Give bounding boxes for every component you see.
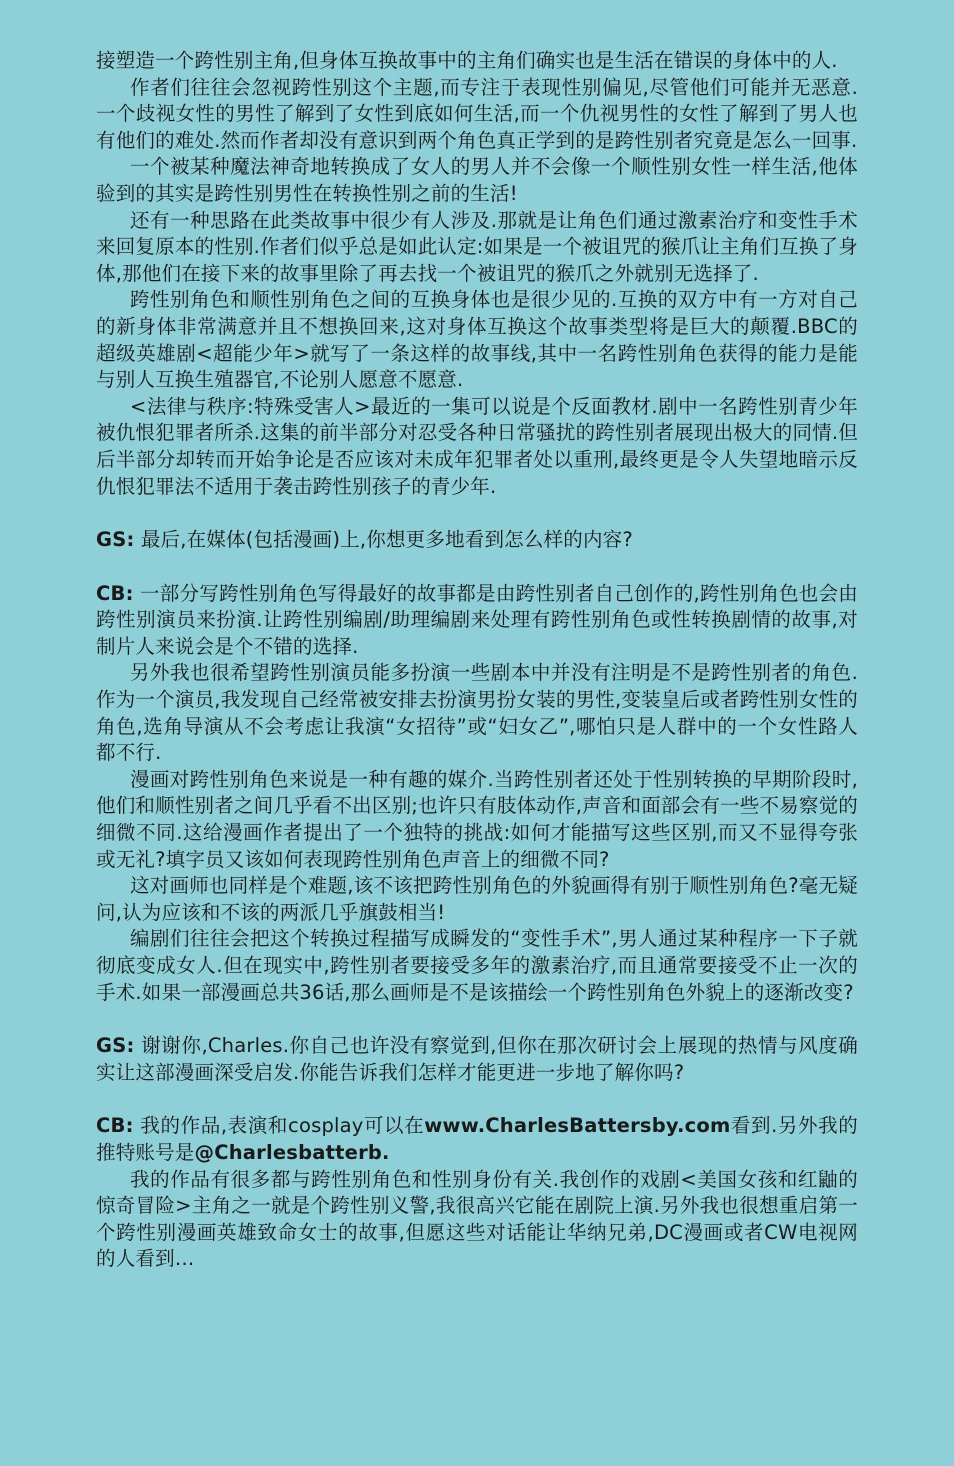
website-link[interactable]: www.CharlesBattersby.com (424, 1114, 731, 1138)
twitter-handle-link[interactable]: @Charlesbatterb. (194, 1140, 390, 1164)
question-1 (96, 527, 858, 554)
answer-text: 我的作品,表演和cosplay可以在 (133, 1114, 425, 1138)
paragraph: 跨性别角色和顺性别角色之间的互换身体也是很少见的.互换的双方中有一方对自己的新身体非常满意并且不想换回来,这对身体互换这个故事类型将是巨大的颠覆.BBC的超级英雄剧<超能少年>就写了一条这样的故事线,其中一名跨性别角色获得的能力是能与别人互换生殖器官,不论别人愿意不愿意. (96, 288, 858, 392)
question-paragraph (96, 527, 858, 554)
speaker-label: GS: (96, 1034, 135, 1058)
answer-text: 看到.另外我的推特账号是 (96, 1114, 858, 1164)
paragraph: 这对画师也同样是个难题,该不该把跨性别角色的外貌画得有别于顺性别角色?毫无疑问,认为应该和不该的两派几乎旗鼓相当! (96, 874, 858, 924)
answer-1 (96, 581, 858, 1007)
speaker-label: GS: (96, 528, 135, 552)
question-2 (96, 1033, 858, 1086)
paragraph: 一个被某种魔法神奇地转换成了女人的男人并不会像一个顺性别女性一样生活,他体验到的其实是跨性别男性在转换性别之前的生活! (96, 155, 858, 205)
paragraph: 我的作品有很多都与跨性别角色和性别身份有关.我创作的戏剧<美国女孩和红鼬的惊奇冒险>主角之一就是个跨性别义警,我很高兴它能在剧院上演.另外我也很想重启第一个跨性别漫画英雄致命女士的故事,但愿这些对话能让华纳兄弟,DC漫画或者CW电视网的人看到… (96, 1167, 858, 1271)
paragraph: 编剧们往往会把这个转换过程描写成瞬发的“变性手术”,男人通过某种程序一下子就彻底变成女人.但在现实中,跨性别者要接受多年的激素治疗,而且通常要接受不止一次的手术.如果一部漫画总共36话,那么画师是不是该描绘一个跨性别角色外貌上的逐渐改变? (96, 927, 858, 1004)
question-text: 最后,在媒体(包括漫画)上,你想更多地看到怎么样的内容? (134, 528, 633, 552)
section-body-text (96, 48, 858, 500)
paragraph: 另外我也很希望跨性别演员能多扮演一些剧本中并没有注明是不是跨性别者的角色.作为一个演员,我发现自己经常被安排去扮演男扮女装的男性,变装皇后或者跨性别女性的角色,选角导演从不会考虑让我演“女招待”或“妇女乙”,哪怕只是人群中的一个女性路人都不行. (96, 661, 858, 765)
question-text: 谢谢你,Charles.你自己也许没有察觉到,但你在那次研讨会上展现的热情与风度确实让这部漫画深受启发.你能告诉我们怎样才能更进一步地了解你吗? (96, 1034, 858, 1084)
paragraph: 作者们往往会忽视跨性别这个主题,而专注于表现性别偏见,尽管他们可能并无恶意.一个歧视女性的男性了解到了女性到底如何生活,而一个仇视男性的女性了解到了男人也有他们的难处.然而作者却没有意识到两个角色真正学到的是跨性别者究竟是怎么一回事. (96, 75, 858, 152)
paragraph-continuation: 接塑造一个跨性别主角,但身体互换故事中的主角们确实也是生活在错误的身体中的人. (96, 49, 838, 72)
speaker-label: CB: (96, 581, 134, 605)
paragraph: 还有一种思路在此类故事中很少有人涉及.那就是让角色们通过激素治疗和变性手术来回复原本的性别.作者们似乎总是如此认定:如果是一个被诅咒的猴爪让主角们互换了身体,那他们在接下来的故事里除了再去找一个被诅咒的猴爪之外就别无选择了. (96, 208, 858, 285)
speaker-label: CB: (96, 1114, 134, 1138)
paragraph: 漫画对跨性别角色来说是一种有趣的媒介.当跨性别者还处于性别转换的早期阶段时,他们和顺性别者之间几乎看不出区别;也许只有肢体动作,声音和面部会有一些不易察觉的细微不同.这给漫画作者提出了一个独特的挑战:如何才能描写这些区别,而又不显得夸张或无礼?填字员又该如何表现跨性别角色声音上的细微不同? (96, 767, 858, 871)
question-paragraph (96, 1033, 858, 1086)
answer-text: 一部分写跨性别角色写得最好的故事都是由跨性别者自己创作的,跨性别角色也会由跨性别演员来扮演.让跨性别编剧/助理编剧来处理有跨性别角色或性转换剧情的故事,对制片人来说会是个不错的选择. (96, 581, 858, 658)
answer-paragraph (96, 1113, 858, 1166)
paragraph: <法律与秩序:特殊受害人>最近的一集可以说是个反面教材.剧中一名跨性别青少年被仇恨犯罪者所杀.这集的前半部分对忍受各种日常骚扰的跨性别者展现出极大的同情.但后半部分却转而开始争论是否应该对未成年犯罪者处以重刑,最终更是令人失望地暗示反仇恨犯罪法不适用于袭击跨性别孩子的青少年. (96, 394, 858, 498)
answer-paragraph (96, 581, 858, 661)
answer-2 (96, 1113, 858, 1273)
